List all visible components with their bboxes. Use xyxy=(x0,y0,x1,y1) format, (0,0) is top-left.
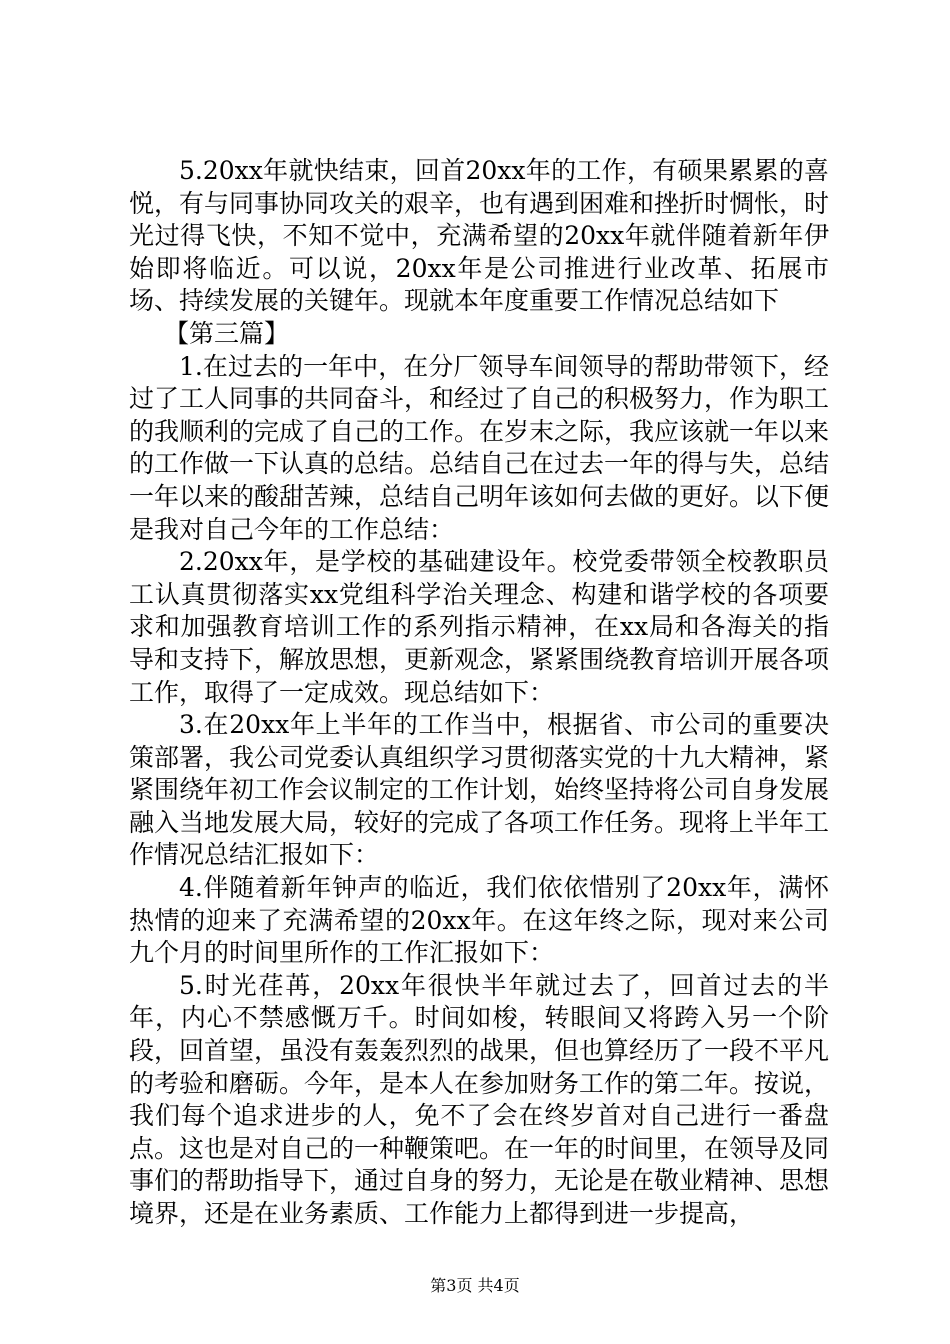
paragraph-1: 1.在过去的一年中，在分厂领导车间领导的帮助带领下，经过了工人同事的共同奋斗，和经过了自己的积极努力，作为职工的我顺利的完成了自己的工作。在岁末之际，我应该就一年以来的工作做一下认真的总结。总结自己在过去一年的得与失，总结一年以来的酸甜苦辣，总结自己明年该如何去做的更好。以下便是我对自己今年的工作总结： xyxy=(129,351,830,544)
paragraph-5-intro: 5.20xx年就快结束，回首20xx年的工作，有硕果累累的喜悦，有与同事协同攻关的艰辛，也有遇到困难和挫折时惆怅，时光过得飞快，不知不觉中，充满希望的20xx年就伴随着新年伊始即将临近。可以说，20xx年是公司推进行业改革、拓展市场、持续发展的关键年。现就本年度重要工作情况总结如下 xyxy=(129,156,830,316)
section-heading: 【第三篇】 xyxy=(164,318,290,348)
paragraph-2: 2.20xx年，是学校的基础建设年。校党委带领全校教职员工认真贯彻落实xx党组科学治关理念、构建和谐学校的各项要求和加强教育培训工作的系列指示精神，在xx局和各海关的指导和支持下，解放思想，更新观念，紧紧围绕教育培训开展各项工作，取得了一定成效。现总结如下： xyxy=(129,547,830,707)
document-body xyxy=(129,155,829,1231)
paragraph-5: 5.时光荏苒，20xx年很快半年就过去了，回首过去的半年，内心不禁感慨万千。时间如梭，转眼间又将跨入另一个阶段，回首望，虽没有轰轰烈烈的战果，但也算经历了一段不平凡的考验和磨砺。今年，是本人在参加财务工作的第二年。按说，我们每个追求进步的人，免不了会在终岁首对自己进行一番盘点。这也是对自己的一种鞭策吧。在一年的时间里，在领导及同事们的帮助指导下，通过自身的努力，无论是在敬业精神、思想境界，还是在业务素质、工作能力上都得到进一步提高， xyxy=(129,970,830,1228)
paragraph-3: 3.在20xx年上半年的工作当中，根据省、市公司的重要决策部署，我公司党委认真组织学习贯彻落实党的十九大精神，紧紧围绕年初工作会议制定的工作计划，始终坚持将公司自身发展融入当地发展大局，较好的完成了各项工作任务。现将上半年工作情况总结汇报如下： xyxy=(129,710,830,870)
paragraph-4: 4.伴随着新年钟声的临近，我们依依惜别了20xx年，满怀热情的迎来了充满希望的20xx年。在这年终之际，现对来公司九个月的时间里所作的工作汇报如下： xyxy=(129,873,829,968)
page-footer: 第3页 共4页 xyxy=(430,1276,520,1295)
